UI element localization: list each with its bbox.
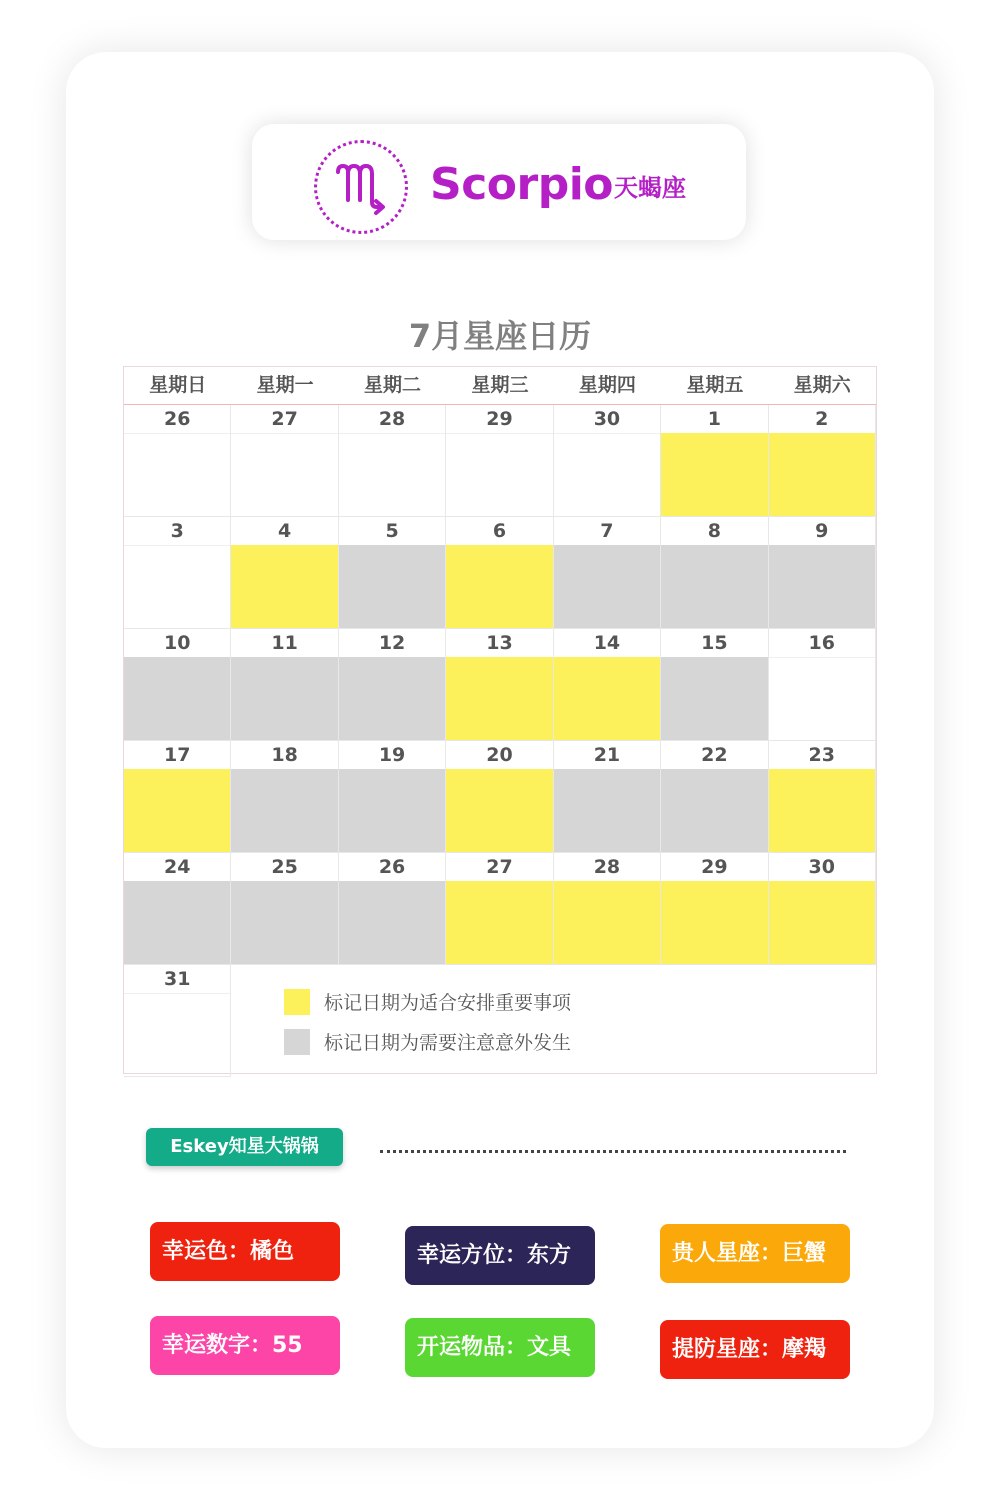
important-day-mark (769, 433, 875, 516)
calendar-day-cell (769, 629, 876, 741)
calendar-day-number: 16 (769, 629, 875, 658)
calendar-day-cell (446, 629, 553, 741)
important-day-mark (124, 769, 230, 852)
calendar-day-number: 27 (231, 405, 337, 434)
calendar-day-cell (446, 517, 553, 629)
weekday-label: 星期五 (686, 374, 744, 396)
calendar-day-number: 21 (554, 741, 660, 770)
legend-item-important (284, 988, 571, 1015)
calendar-day-cell (231, 405, 338, 517)
caution-day-mark (554, 769, 660, 852)
weekday-label: 星期日 (149, 374, 207, 396)
calendar-day-number: 12 (339, 629, 445, 658)
calendar-day-cell (554, 517, 661, 629)
dotted-divider (380, 1150, 846, 1153)
important-day-mark (446, 657, 552, 740)
calendar-day-number: 15 (661, 629, 767, 658)
lucky-color-tag: 幸运色：橘色 (150, 1222, 340, 1281)
legend-label: 标记日期为适合安排重要事项 (324, 992, 572, 1014)
weekday-label: 星期四 (578, 374, 636, 396)
important-day-mark (661, 433, 767, 516)
legend-swatch-yellow (284, 989, 310, 1015)
brand-badge: Eskey知星大锅锅 (146, 1128, 343, 1166)
caution-day-mark (661, 769, 767, 852)
calendar-day-number: 29 (661, 853, 767, 882)
calendar-day-cell (124, 741, 231, 853)
calendar-day-number: 24 (124, 853, 230, 882)
lucky-number-tag: 幸运数字：55 (150, 1316, 340, 1375)
important-day-mark (554, 657, 660, 740)
lucky-direction-tag: 幸运方位：东方 (405, 1226, 595, 1285)
calendar-day-number: 19 (339, 741, 445, 770)
calendar-day-cell (446, 741, 553, 853)
calendar-day-number: 14 (554, 629, 660, 658)
calendar-day-cell (339, 629, 446, 741)
calendar-day-number: 30 (554, 405, 660, 434)
calendar-day-number: 25 (231, 853, 337, 882)
beware-sign-tag: 提防星座：摩羯 (660, 1320, 850, 1379)
calendar-day-cell (339, 741, 446, 853)
caution-day-mark (339, 657, 445, 740)
calendar-day-number: 31 (124, 965, 230, 994)
calendar-day-number: 28 (554, 853, 660, 882)
legend-item-caution (284, 1028, 571, 1055)
calendar-day-number: 13 (446, 629, 552, 658)
calendar-day-cell (769, 517, 876, 629)
calendar-day-number: 29 (446, 405, 552, 434)
important-day-mark (554, 881, 660, 964)
important-day-mark (446, 881, 552, 964)
caution-day-mark (339, 545, 445, 628)
calendar-day-number: 5 (339, 517, 445, 546)
calendar-day-cell (661, 629, 768, 741)
calendar-day-cell (769, 405, 876, 517)
calendar-day-cell (554, 741, 661, 853)
helpful-sign-tag: 贵人星座：巨蟹 (660, 1224, 850, 1283)
calendar-day-number: 17 (124, 741, 230, 770)
important-day-mark (661, 881, 767, 964)
caution-day-mark (124, 881, 230, 964)
caution-day-mark (231, 769, 337, 852)
calendar-day-cell (769, 741, 876, 853)
caution-day-mark (231, 881, 337, 964)
weekday-header (124, 367, 876, 406)
calendar-day-cell (339, 405, 446, 517)
calendar-day-number: 27 (446, 853, 552, 882)
caution-day-mark (769, 545, 875, 628)
calendar-day-cell (769, 853, 876, 965)
calendar-day-number: 28 (339, 405, 445, 434)
calendar-day-number: 6 (446, 517, 552, 546)
calendar-day-cell (124, 853, 231, 965)
calendar-day-cell (554, 629, 661, 741)
calendar-day-number: 20 (446, 741, 552, 770)
calendar-day-number: 26 (124, 405, 230, 434)
weekday-label: 星期二 (364, 374, 422, 396)
legend-label: 标记日期为需要注意意外发生 (324, 1032, 572, 1054)
calendar-day-number: 30 (769, 853, 875, 882)
calendar-day-cell (339, 853, 446, 965)
calendar-day-cell (661, 405, 768, 517)
calendar-day-number: 4 (231, 517, 337, 546)
important-day-mark (769, 769, 875, 852)
calendar-day-cell (231, 629, 338, 741)
caution-day-mark (339, 881, 445, 964)
calendar-day-cell (124, 405, 231, 517)
caution-day-mark (339, 769, 445, 852)
calendar-day-number: 2 (769, 405, 875, 434)
calendar-day-number: 11 (231, 629, 337, 658)
important-day-mark (231, 545, 337, 628)
calendar-day-number: 9 (769, 517, 875, 546)
calendar-day-number: 23 (769, 741, 875, 770)
caution-day-mark (231, 657, 337, 740)
calendar-day-number: 18 (231, 741, 337, 770)
calendar-day-number: 7 (554, 517, 660, 546)
calendar-day-cell (231, 853, 338, 965)
caution-day-mark (124, 657, 230, 740)
calendar-day-number: 10 (124, 629, 230, 658)
calendar-day-cell (339, 517, 446, 629)
important-day-mark (769, 881, 875, 964)
calendar-day-cell (231, 741, 338, 853)
calendar-day-cell (231, 517, 338, 629)
calendar-day-cell (661, 517, 768, 629)
calendar-day-number: 3 (124, 517, 230, 546)
sign-name-chinese: 天蝎座 (614, 174, 686, 202)
calendar-day-cell (661, 741, 768, 853)
calendar-day-cell (446, 853, 553, 965)
caution-day-mark (661, 657, 767, 740)
calendar-day-cell (124, 965, 231, 1077)
important-day-mark (446, 769, 552, 852)
calendar-day-number: 1 (661, 405, 767, 434)
weekday-label: 星期一 (256, 374, 314, 396)
calendar-day-cell (554, 405, 661, 517)
sign-name-english: Scorpio (430, 159, 614, 210)
calendar-day-number: 8 (661, 517, 767, 546)
calendar-day-number: 22 (661, 741, 767, 770)
calendar-title: 7月星座日历 (408, 317, 592, 355)
calendar-day-cell (124, 517, 231, 629)
caution-day-mark (661, 545, 767, 628)
calendar-day-cell (446, 405, 553, 517)
calendar-day-cell (124, 629, 231, 741)
calendar-day-number: 26 (339, 853, 445, 882)
weekday-label: 星期六 (793, 374, 851, 396)
weekday-label: 星期三 (471, 374, 529, 396)
lucky-item-tag: 开运物品：文具 (405, 1318, 595, 1377)
legend-swatch-gray (284, 1029, 310, 1055)
calendar-day-cell (661, 853, 768, 965)
calendar-day-cell (554, 853, 661, 965)
scorpio-symbol-icon (330, 154, 392, 216)
caution-day-mark (554, 545, 660, 628)
important-day-mark (446, 545, 552, 628)
calendar-grid (123, 366, 877, 1074)
